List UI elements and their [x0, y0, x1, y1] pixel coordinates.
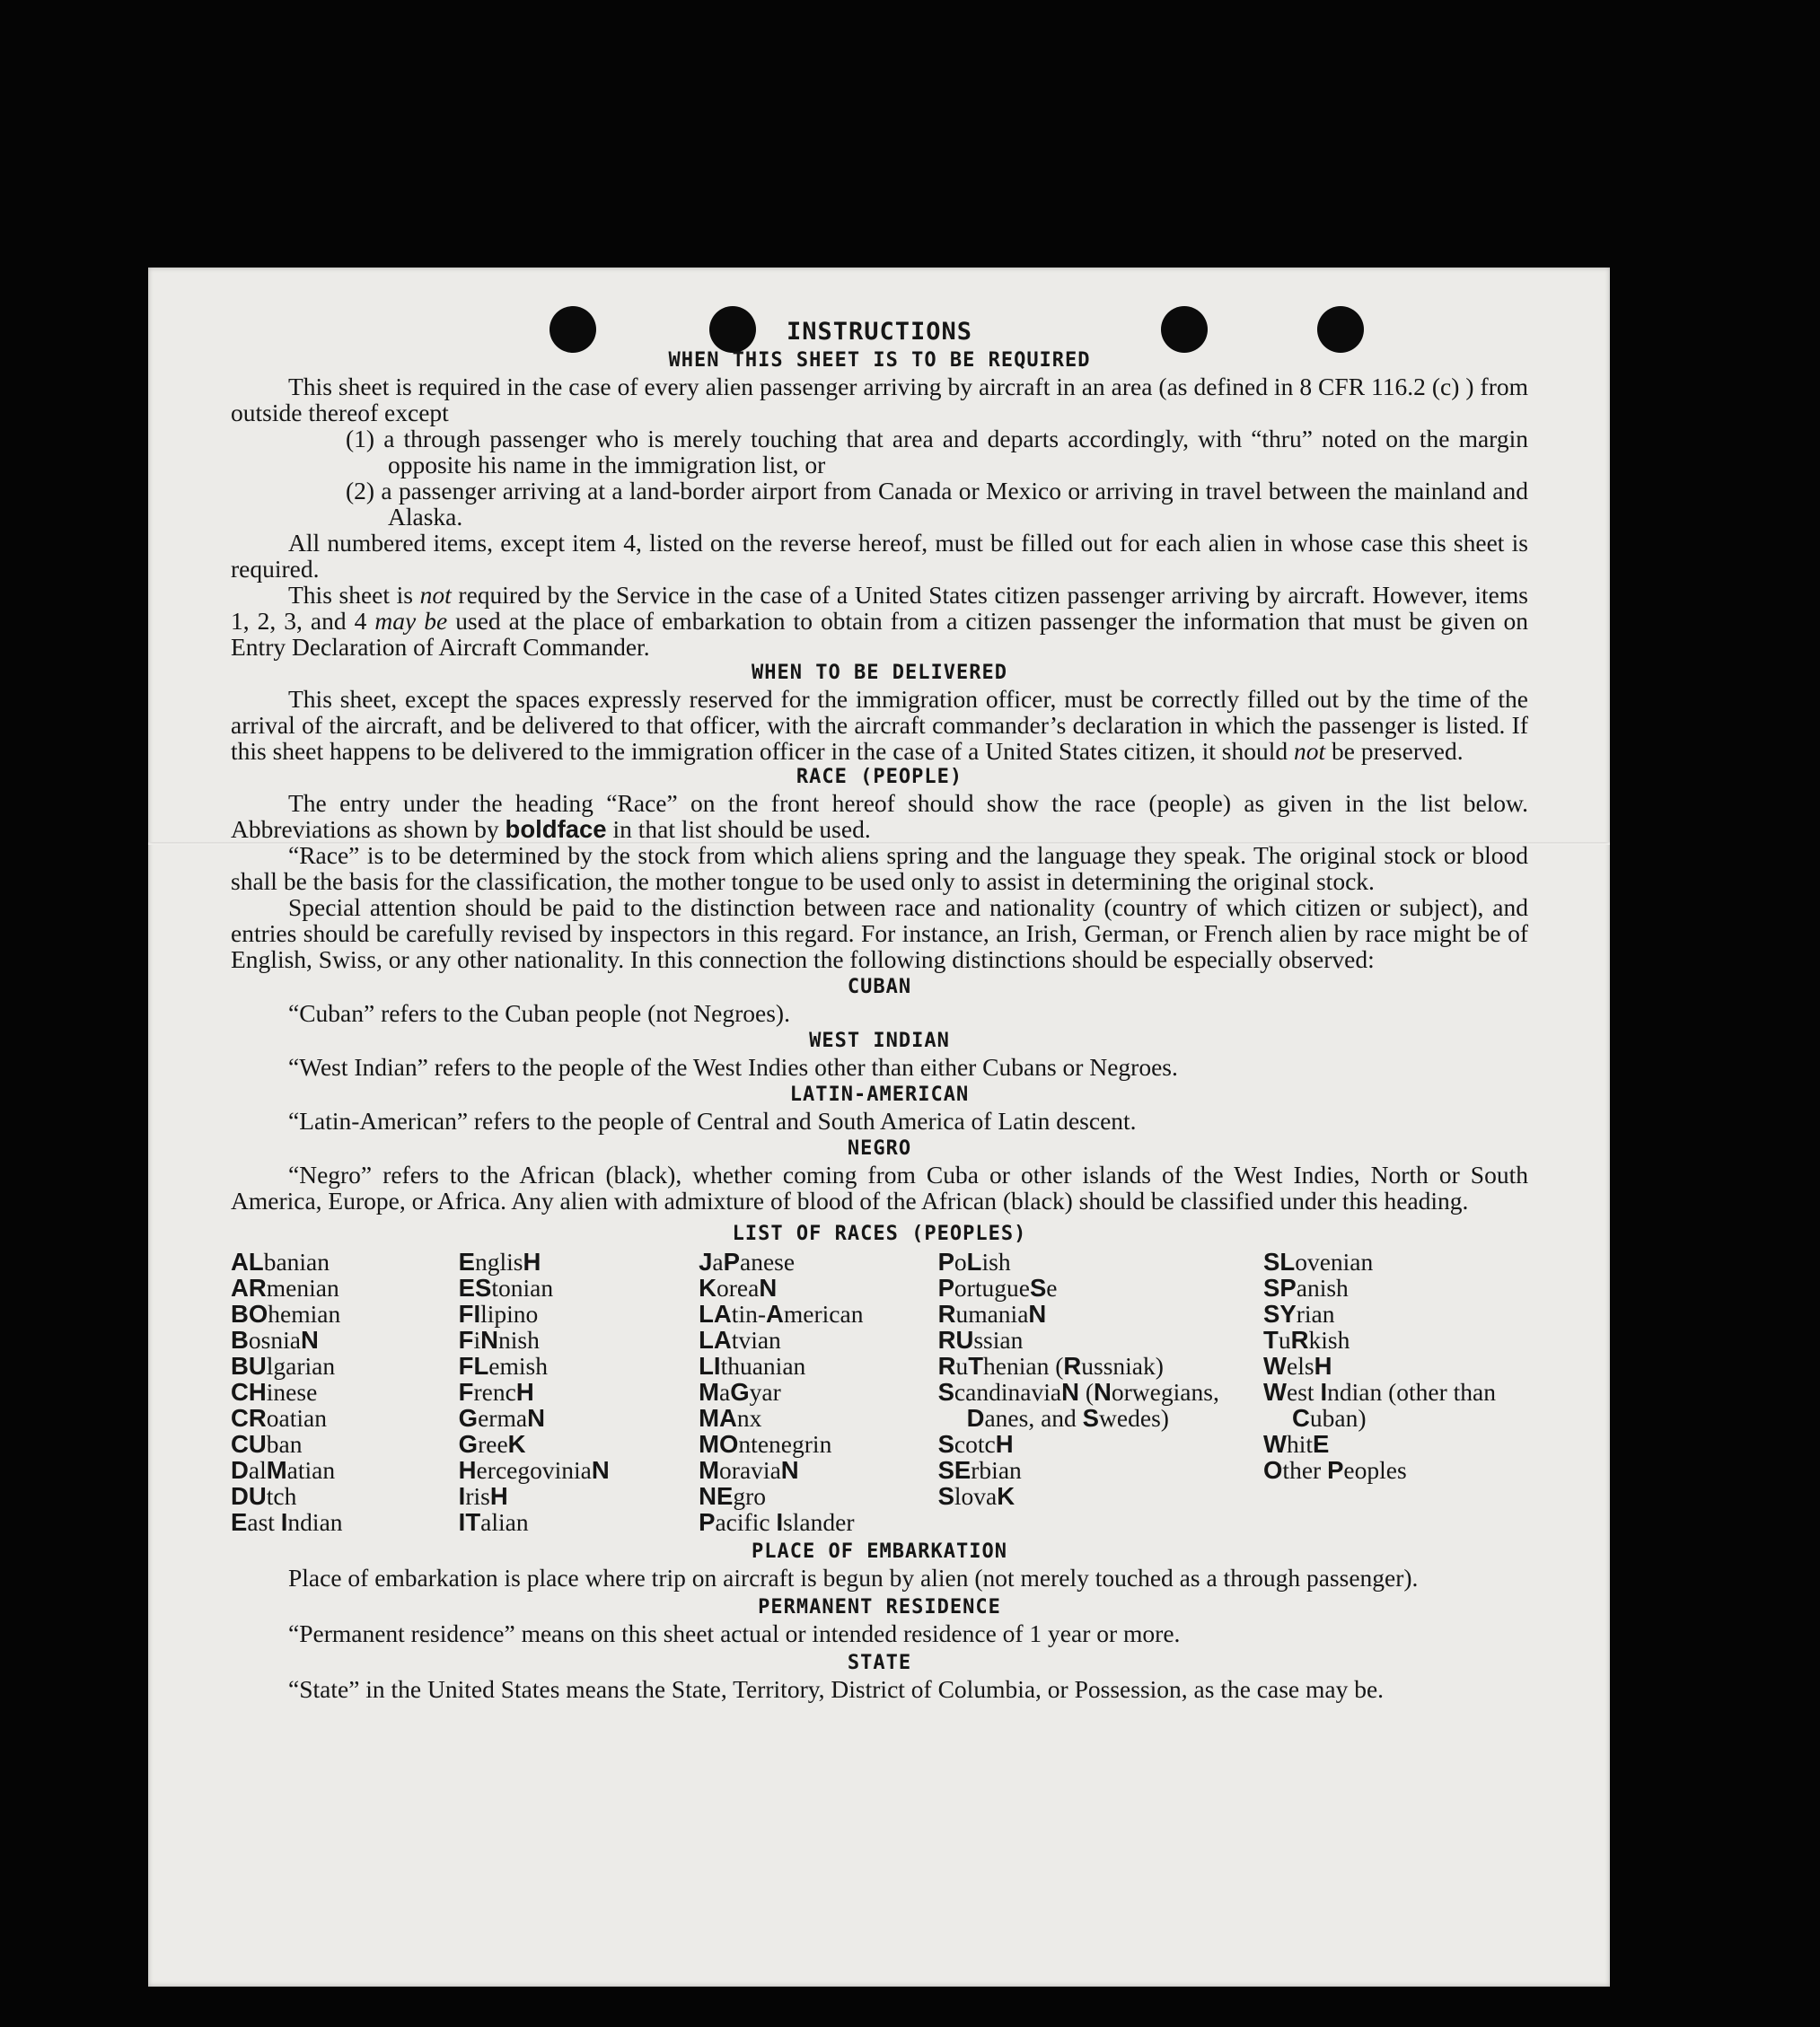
- race-entry: WelsH: [1263, 1352, 1332, 1380]
- race-entry: BOhemian: [231, 1300, 341, 1328]
- race-entry: EStonian: [458, 1274, 554, 1302]
- race-column: [938, 1249, 1229, 1535]
- exception-item-1: (1) a through passenger who is merely touching that area and departs accordingly, with “thru” noted on the margin opposite his name in the immigration list, or: [346, 425, 1528, 478]
- race-entry: DUtch: [231, 1482, 297, 1510]
- paragraph: “Latin-American” refers to the people of Central and South America of Latin descent.: [288, 1107, 1137, 1135]
- race-entry: SErbian: [937, 1456, 1022, 1484]
- race-entry: FLemish: [458, 1352, 548, 1380]
- section-heading-state: STATE: [847, 1652, 912, 1674]
- race-column: [699, 1249, 937, 1535]
- race-entry: LIthuanian: [699, 1352, 806, 1380]
- race-entry: LAtin-American: [699, 1300, 864, 1328]
- paragraph: “West Indian” refers to the people of the West Indies other than either Cubans or Negroes.: [288, 1053, 1178, 1081]
- race-entry: East Indian: [231, 1508, 343, 1536]
- race-column: [459, 1249, 699, 1535]
- document-sheet: [148, 268, 1610, 1987]
- section-heading-cuban: CUBAN: [847, 976, 912, 998]
- race-entry: CUban: [231, 1430, 303, 1458]
- race-entry: MoraviaN: [699, 1456, 799, 1484]
- race-entry: WhitE: [1263, 1430, 1330, 1458]
- race-entry: KoreaN: [699, 1274, 778, 1302]
- race-entry: ScandinaviaN (Norwegians, Danes, and Swedes): [937, 1378, 1219, 1432]
- exception-item-2: (2) a passenger arriving at a land-border airport from Canada or Mexico or arriving in travel between the mainland and Alaska.: [346, 477, 1528, 531]
- paragraph: This sheet is not required by the Service in the case of a United States citizen passenger arriving by aircraft. However, items 1, 2, 3, and 4 may be used at the place of embarkation to obtain from a citizen passenger the information that must be given on Entry Declaration of Aircraft Commander.: [231, 581, 1528, 661]
- race-entry: JaPanese: [699, 1248, 796, 1276]
- race-entry: TuRkish: [1263, 1326, 1350, 1354]
- race-entry: CRoatian: [231, 1404, 327, 1432]
- race-entry: GermaN: [458, 1404, 545, 1432]
- race-entry: FiNnish: [458, 1326, 540, 1354]
- section-heading-when-delivered: WHEN TO BE DELIVERED: [752, 662, 1007, 684]
- race-entry: BosniaN: [231, 1326, 319, 1354]
- race-entry: Other Peoples: [1263, 1456, 1407, 1484]
- race-entry: Pacific Islander: [699, 1508, 855, 1536]
- race-list: [231, 1249, 1528, 1535]
- paragraph: This sheet, except the spaces expressly reserved for the immigration officer, must be correctly filled out by the time of the arrival of the aircraft, and be delivered to that officer, with the aircraft commander’s declaration in which the passenger is listed. If this sheet happens to be delivered to the immigration officer in the case of a United States citizen, it should not be preserved.: [231, 685, 1528, 765]
- race-entry: MOntenegrin: [699, 1430, 832, 1458]
- section-heading-list-of-races: LIST OF RACES (PEOPLES): [732, 1223, 1027, 1245]
- race-column: [231, 1249, 459, 1535]
- race-entry: RuThenian (Russniak): [937, 1352, 1164, 1380]
- paragraph: Place of embarkation is place where trip on aircraft is begun by alien (not merely touched as a through passenger).: [288, 1564, 1419, 1592]
- race-entry: BUlgarian: [231, 1352, 336, 1380]
- section-heading-embarkation: PLACE OF EMBARKATION: [752, 1540, 1007, 1563]
- paragraph: This sheet is required in the case of every alien passenger arriving by aircraft in an area (as defined in 8 CFR 116.2 (c) ) from outside thereof except: [231, 373, 1528, 426]
- race-entry: MAnx: [699, 1404, 762, 1432]
- race-entry: DalMatian: [231, 1456, 336, 1484]
- section-heading-race: RACE (PEOPLE): [796, 766, 963, 788]
- race-entry: SLovenian: [1263, 1248, 1374, 1276]
- race-entry: ALbanian: [231, 1248, 330, 1276]
- race-entry: FrencH: [458, 1378, 534, 1406]
- race-entry: IrisH: [458, 1482, 508, 1510]
- paragraph: The entry under the heading “Race” on the front hereof should show the race (people) as given in the list below. Abbreviations as shown by boldface in that list should be used.: [231, 789, 1528, 843]
- race-entry: ARmenian: [231, 1274, 339, 1302]
- race-entry: FIlipino: [458, 1300, 539, 1328]
- section-heading-when-required: WHEN THIS SHEET IS TO BE REQUIRED: [668, 349, 1091, 372]
- race-entry: SlovaK: [937, 1482, 1016, 1510]
- section-heading-latin-american: LATIN-AMERICAN: [789, 1084, 970, 1106]
- paragraph: “State” in the United States means the State, Territory, District of Columbia, or Possession, as the case may be.: [288, 1675, 1385, 1703]
- race-entry: NEgro: [699, 1482, 766, 1510]
- race-entry: West Indian (other than Cuban): [1263, 1378, 1496, 1432]
- race-entry: SYrian: [1263, 1300, 1335, 1328]
- instructions-content: [231, 317, 1528, 1702]
- race-entry: SPanish: [1263, 1274, 1349, 1302]
- race-entry: PortugueSe: [937, 1274, 1058, 1302]
- race-entry: LAtvian: [699, 1326, 781, 1354]
- paragraph: Special attention should be paid to the distinction between race and nationality (country of which citizen or subject), and entries should be carefully revised by inspectors in this regard. For instance, an Irish, German, or French alien by race might be of English, Swiss, or any other nationality. In this connection the following distinctions should be especially observed:: [231, 893, 1528, 973]
- instructions-title: INSTRUCTIONS: [786, 318, 973, 346]
- race-entry: RUssian: [937, 1326, 1024, 1354]
- race-entry: ITalian: [458, 1508, 529, 1536]
- section-heading-west-indian: WEST INDIAN: [809, 1030, 950, 1052]
- paragraph: “Race” is to be determined by the stock from which aliens spring and the language they speak. The original stock or blood shall be the basis for the classification, the mother tongue to be used only to assist in determining the original stock.: [231, 841, 1528, 895]
- paragraph: All numbered items, except item 4, listed on the reverse hereof, must be filled out for each alien in whose case this sheet is required.: [231, 529, 1528, 583]
- section-heading-residence: PERMANENT RESIDENCE: [758, 1596, 1001, 1619]
- paragraph: “Permanent residence” means on this sheet actual or intended residence of 1 year or more.: [288, 1619, 1181, 1647]
- race-entry: RumaniaN: [937, 1300, 1047, 1328]
- race-entry: GreeK: [458, 1430, 526, 1458]
- race-entry: ScotcH: [937, 1430, 1014, 1458]
- paragraph: “Cuban” refers to the Cuban people (not Negroes).: [288, 999, 790, 1027]
- paragraph: “Negro” refers to the African (black), whether coming from Cuba or other islands of the West Indies, North or South America, Europe, or Africa. Any alien with admixture of blood of the African (black) should be classified under this heading.: [231, 1161, 1528, 1215]
- race-entry: PoLish: [937, 1248, 1011, 1276]
- race-column: [1263, 1249, 1528, 1535]
- race-entry: MaGyar: [699, 1378, 781, 1406]
- race-entry: EnglisH: [458, 1248, 541, 1276]
- race-entry: CHinese: [231, 1378, 318, 1406]
- race-entry: HercegoviniaN: [458, 1456, 610, 1484]
- section-heading-negro: NEGRO: [847, 1137, 912, 1160]
